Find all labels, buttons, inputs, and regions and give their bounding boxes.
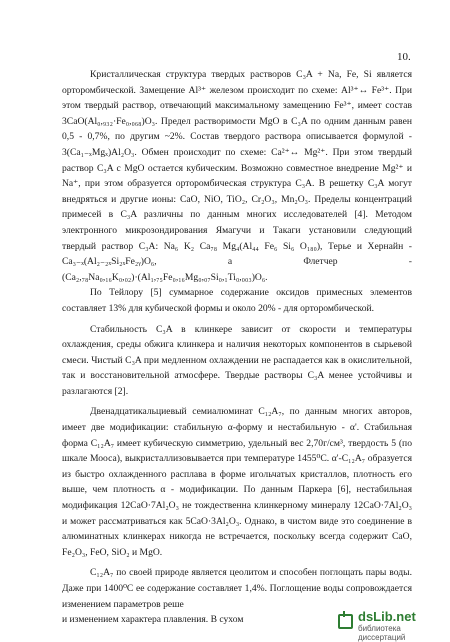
paragraph-c3a-structure: Кристаллическая структура твердых растворов C₃A + Na, Fe, Si является орторомбической. Замещение Al³⁺ железом происходит по схеме: Al³⁺↔ Fe³⁺. При этом твердый раствор, отвечающий максимальному замещению Fe³⁺, имеет состав 3CaO(Al₀,₉₃₂·Fe₀,₀₆₈)O₃. Предел растворимости MgO в C₃A по одним данным равен 0,5 - 0,7%, по другим ~2%. Состав твердого раствора описывается формулой - 3(Ca₁₋ₓMgₓ)Al₂O₃. Обмен происходит по схеме: Ca²⁺↔ Mg²⁺. При этом твердый раствор C₃A c MgO остается кубическим. Возможно совместное внедрение Mg²⁺ и Na⁺, при этом образуется орторомбическая структура C₃A. В решетку C₃A могут внедряться и другие ионы: CaO, NiO, TiO₂, Cr₂O₃, Mn₂O₃. Пределы концентраций примесей в C₃A различны по данным многих исследователей [4]. Методом электронного микрозондирования Ямагучи и Такаги установили следующий твердый раствор C₃A: Na₆ K₂ Ca₇₈ Mg₄(Al₄₄ Fe₆ Si₆ O₁₈₀), Терье и Хернайн - Ca₃₋ₓ(Al₂₋₂ₓSi₂ₓFe₂ᵧ)O₆, а Флетчер - (Ca₂,₇₈Na₀,₁₆K₀,₀₂)·(Al₁,₇₅Fe₀,₁₆Mg₀,₀₇Si₀,₁Ti₀,₀₀₃)O₆. bbox=[62, 69, 412, 283]
page-number: 10. bbox=[397, 51, 411, 63]
watermark-subtitle: библиотека диссертаций bbox=[358, 624, 406, 642]
watermark-title: dsLib.net bbox=[358, 609, 416, 624]
paragraph-taylor: По Тейлору [5] суммарное содержание оксидов примесных элементов составляет 13% для кубической формы и около 20% - для орторомбической. bbox=[62, 287, 412, 314]
book-icon bbox=[338, 614, 353, 629]
paragraph-zeolite: C₁₂A₇ по своей природе является цеолитом и способен поглощать пары воды. Даже при 1400⁰C ее содержание составляет 1,4%. Поглощение воды сопровождается изменением параметров реше bbox=[62, 567, 412, 610]
paragraph-melting: и изменением характера плавления. В сухом bbox=[62, 614, 244, 626]
document-body bbox=[62, 67, 412, 628]
watermark[interactable] bbox=[330, 606, 450, 642]
paragraph-c12a7: Двенадцатикальциевый семиалюминат C₁₂A₇, по данным многих авторов, имеет две модификации: стабильную α-форму и нестабильную - α'. Стабильная форма C₁₂A₇ имеет кубическую симметрию, удельный вес 2,70г/см³, твердость 5 (по шкале Мооса), выкристаллизовывается при температуре 1455⁰C. α'-C₁₂A₇ образуется из быстро охлажденного расплава в форме игольчатых кристаллов, плотность его выше, чем плотность α - модификации. По данным Паркера [6], нестабильная модификация 12CaO·7Al₂O₃ не тождественна клинкерному минералу 12CaO·7Al₂O₃ и может рассматриваться как 5CaO·3Al₂O₃. Однако, в чистом виде это соединение в алюминатных клинкерах никогда не встречается, поскольку всегда содержит CaO, Fe₂O₃, FeO, SiO₂ и MgO. bbox=[62, 406, 412, 558]
paragraph-stability: Стабильность C₃A в клинкере зависит от скорости и температуры охлаждения, среды обжига клинкера и наличия некоторых компонентов в сырьевой смеси. Чистый C₃A при медленном охлаждении не распадается как в окислительной, так и восстановительной атмосфере. Твердые растворы C₃A менее устойчивы и разлагаются [2]. bbox=[62, 323, 412, 397]
